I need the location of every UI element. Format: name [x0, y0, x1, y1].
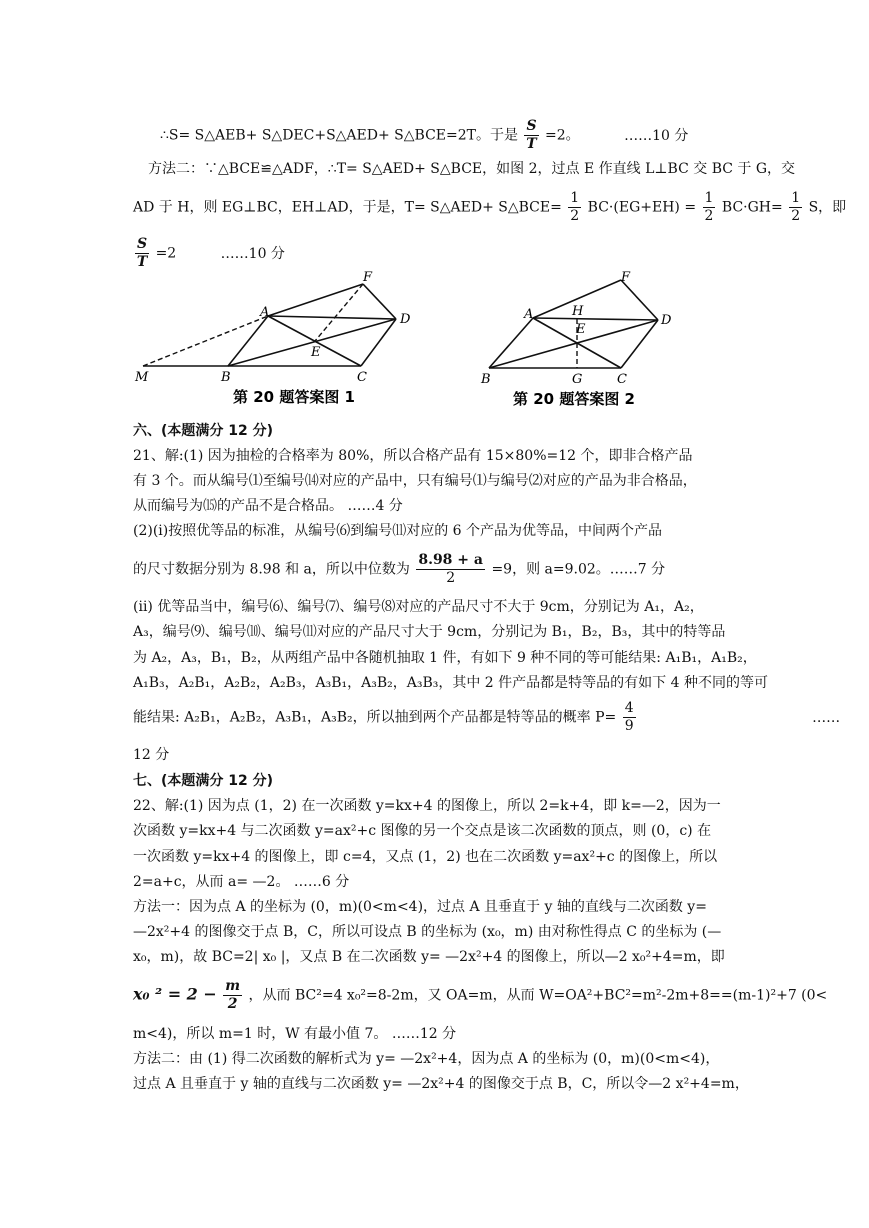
fraction-median: $\frac{8.98 + a}{2}$	[418, 552, 483, 586]
section-7-heading: 七、(本题满分 12 分)	[133, 773, 274, 789]
q21-line: A₁B₃，A₂B₁，A₂B₂，A₂B₃，A₃B₁，A₃B₂，A₃B₃，其中 2 件产品都是特等品的有如下 4 种不同的等可	[133, 675, 768, 691]
q21-probability-line	[133, 700, 840, 735]
q22-line: 方法二：由 (1) 得二次函数的解析式为 y= —2x²+4，因为点 A 的坐标为 (0，m)(0<m<4)，	[133, 1051, 720, 1067]
fraction-probability: $\frac{4}{9}$	[624, 700, 634, 734]
label-b: B	[481, 372, 491, 387]
text: 的尺寸数据分别为 8.98 和 a，所以中位数为	[133, 561, 410, 578]
q22-line: 方法一：因为点 A 的坐标为 (0，m)(0<m<4)，过点 A 且垂直于 y 轴的直线与二次函数 y=	[133, 899, 707, 915]
fraction-half: $\frac{1}{2}$	[570, 190, 580, 224]
figure-1	[133, 268, 433, 418]
fraction-s-t: $\frac{S}{T}$	[136, 236, 148, 270]
section-6-heading: 六、(本题满分 12 分)	[133, 423, 274, 439]
q21-line: 从而编号为⒂的产品不是合格品。 ……4 分	[133, 498, 403, 514]
q21-score: 12 分	[133, 747, 170, 763]
label-a: A	[524, 307, 534, 322]
q21-line: 21、解:(1) 因为抽检的合格率为 80%，所以合格产品有 15×80%=12 个，即非合格产品	[133, 448, 693, 464]
figure-1-caption: 第 20 题答案图 1	[233, 388, 355, 406]
text: =9，则 a=9.02。……7 分	[491, 561, 666, 578]
q21-median-line	[133, 552, 665, 587]
label-g: G	[572, 372, 583, 387]
text: 能结果: A₂B₁，A₂B₂，A₃B₁，A₃B₂，所以抽到两个产品都是特等品的概率 P=	[133, 709, 617, 726]
label-b: B	[221, 370, 231, 385]
q21-line: (ⅱ) 优等品当中，编号⑹、编号⑺、编号⑻对应的产品尺寸不大于 9cm，分别记为 A₁，A₂，	[133, 599, 704, 615]
label-d: D	[400, 312, 411, 327]
q22-equation-line	[133, 978, 827, 1013]
q22-line: x₀，m)，故 BC=2| x₀ |，又点 B 在二次函数 y= —2x²+4 的图像上，所以—2 x₀²+4=m，即	[133, 949, 725, 965]
q22-line: 过点 A 且垂直于 y 轴的直线与二次函数 y= —2x²+4 的图像交于点 B，C，所以令—2 x²+4=m，	[133, 1076, 749, 1092]
fraction-half: $\frac{1}{2}$	[704, 190, 714, 224]
score: ……10 分	[220, 245, 285, 262]
label-c: C	[357, 370, 367, 385]
score: ……10 分	[624, 127, 689, 144]
label-h: H	[572, 304, 584, 319]
figure-1-drawing	[133, 268, 433, 418]
fraction-s-t: $\frac{S}{T}$	[526, 118, 537, 152]
q22-line: 22、解:(1) 因为点 (1，2) 在一次函数 y=kx+4 的图像上，所以 2=k+4，即 k=—2，因为一	[133, 798, 721, 814]
q22-line: 一次函数 y=kx+4 的图像上，即 c=4，又点 (1，2) 也在二次函数 y=ax²+c 的图像上，所以	[133, 849, 718, 865]
text: =2	[155, 245, 177, 262]
label-f: F	[621, 270, 631, 285]
fraction-m-2: $\frac{m}{2}$	[225, 978, 241, 1012]
q22-line: 2=a+c，从而 a= —2。 ……6 分	[133, 874, 350, 890]
label-m: M	[135, 370, 149, 385]
line-area	[133, 190, 846, 225]
text: BC·(EG+EH) =	[587, 199, 697, 216]
fraction-half: $\frac{1}{2}$	[791, 190, 801, 224]
text: =2。	[545, 127, 580, 144]
label-c: C	[617, 372, 627, 387]
label-e: E	[311, 345, 321, 360]
text: S，即	[808, 199, 847, 216]
line-method2: 方法二：∵△BCE≌△ADF，∴T= S△AED+ S△BCE，如图 2，过点 E 作直线 L⊥BC 交 BC 于 G，交	[148, 161, 796, 177]
text: BC·GH=	[721, 199, 783, 216]
label-e: E	[576, 322, 586, 337]
q21-line: 有 3 个。而从编号⑴至编号⒁对应的产品中，只有编号⑴与编号⑵对应的产品为非合格品，	[133, 473, 697, 489]
label-a: A	[260, 305, 270, 320]
label-d: D	[661, 313, 672, 328]
line-sum	[160, 118, 688, 153]
text: AD 于 H，则 EG⊥BC，EH⊥AD，于是，T= S△AED+ S△BCE=	[133, 199, 562, 216]
q21-part2-line: (2)(ⅰ)按照优等品的标准，从编号⑹到编号⑾对应的 6 个产品为优等品，中间两个产品	[133, 523, 663, 539]
figure-2-drawing	[475, 268, 715, 418]
text: ∴S= S△AEB+ S△DEC+S△AED+ S△BCE=2T。于是	[160, 127, 518, 144]
q22-line: —2x²+4 的图像交于点 B，C，所以可设点 B 的坐标为 (x₀，m) 由对称性得点 C 的坐标为 (—	[133, 924, 722, 940]
q22-line: m<4)，所以 m=1 时，W 有最小值 7。 ……12 分	[133, 1026, 457, 1042]
q21-line: A₃，编号⑼、编号⑽、编号⑾对应的产品尺寸大于 9cm，分别记为 B₁，B₂，B₃，其中的特等品	[133, 624, 726, 640]
equation-lhs: x₀ ² = 2 −	[133, 984, 217, 1004]
figure-2	[475, 268, 715, 418]
label-f: F	[363, 270, 373, 285]
text: ，从而 BC²=4 x₀²=8-2m，又 OA=m，从而 W=OA²+BC²=m²-2m+8==(m-1)²+7 (0<	[248, 987, 828, 1004]
figure-2-caption: 第 20 题答案图 2	[513, 390, 635, 408]
q22-line: 次函数 y=kx+4 与二次函数 y=ax²+c 图像的另一个交点是该二次函数的顶点，则 (0，c) 在	[133, 823, 712, 839]
dots: ……	[812, 709, 841, 726]
q21-line: 为 A₂，A₃，B₁，B₂，从两组产品中各随机抽取 1 件，有如下 9 种不同的等可能结果: A₁B₁，A₁B₂，	[133, 650, 757, 666]
line-result	[133, 236, 285, 271]
